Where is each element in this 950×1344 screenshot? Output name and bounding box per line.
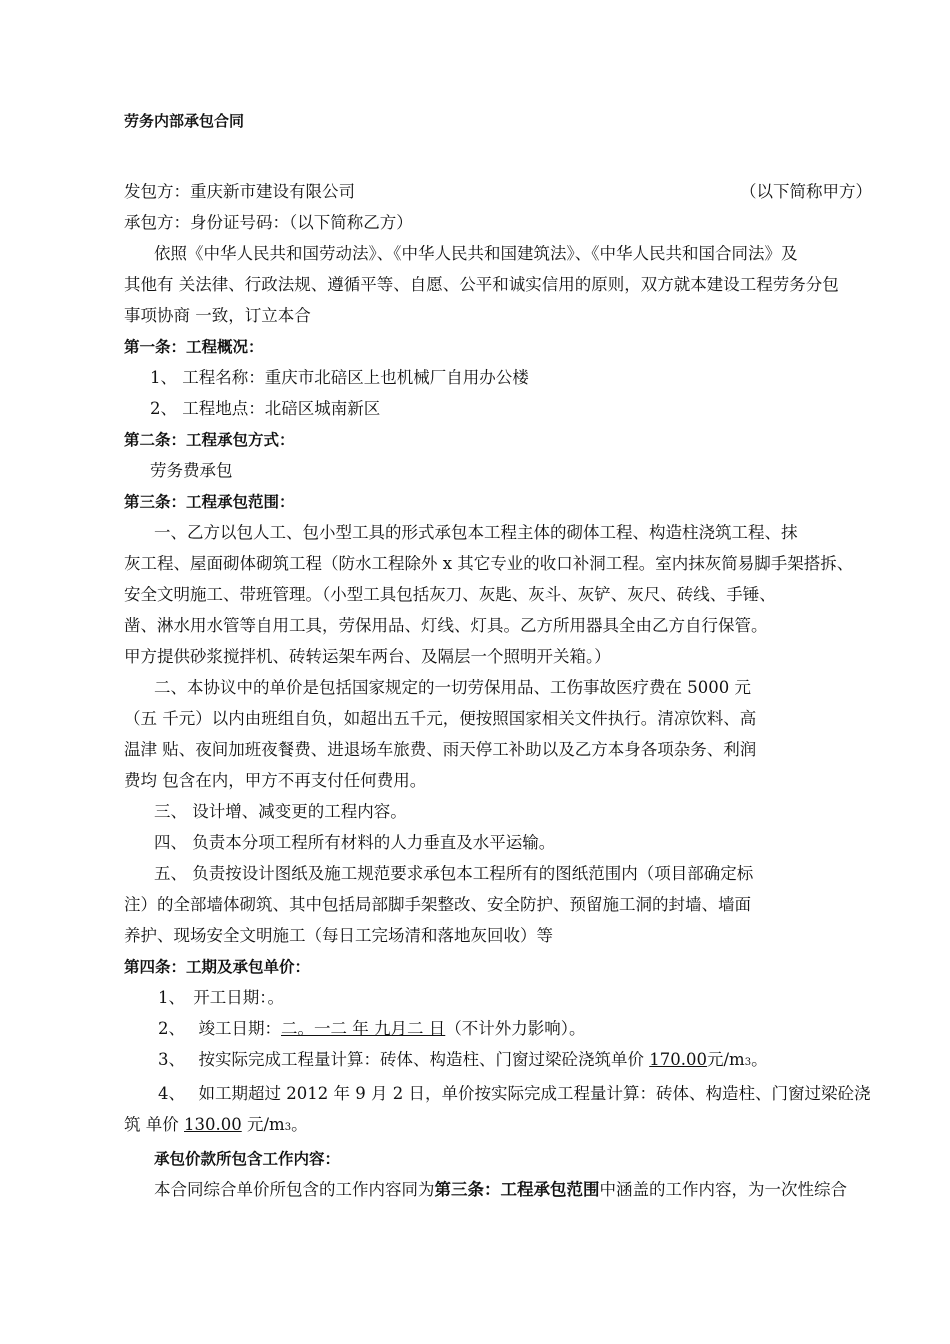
article-4-item: 1、 开工日期：。: [158, 988, 284, 1007]
article-3-line: 五、 负责按设计图纸及施工规范要求承包本工程所有的图纸范围内（项目部确定标: [154, 864, 754, 883]
article-3-line: 养护、现场安全文明施工（每日工完场清和落地灰回收）等: [124, 926, 553, 945]
unit-superscript: 3: [744, 1057, 752, 1068]
scope-reference: 第三条：工程承包范围: [434, 1180, 600, 1199]
scope-heading: 承包价款所包含工作内容：: [154, 1149, 341, 1168]
article-3-line: 费均 包含在内，甲方不再支付任何费用。: [124, 771, 427, 790]
article-4-heading: 第四条：工期及承包单价：: [124, 957, 311, 976]
article-4-item: [124, 1044, 872, 1078]
overdue-price-label: 筑 单价: [124, 1115, 184, 1134]
unit-price-unit: 元/m: [706, 1050, 745, 1069]
overdue-price-unit: 元/m: [241, 1115, 285, 1134]
scope-line: [124, 1174, 872, 1205]
article-3-line: 凿、淋水用水管等自用工具，劳保用品、灯线、灯具。乙方所用器具全由乙方自行保管。: [124, 616, 768, 635]
article-4-item: [124, 1013, 872, 1044]
subcontractor-line: 承包方：身份证号码：（以下简称乙方）: [124, 213, 413, 232]
scope-text: 中涵盖的工作内容，为一次性综合: [599, 1180, 847, 1199]
article-3-line: 甲方提供砂浆搅拌机、砖转运架车两台、及隔层一个照明开关箱。）: [124, 647, 611, 666]
contractor-note: （以下简称甲方）: [740, 182, 872, 201]
document-title: 劳务内部承包合同: [124, 112, 245, 130]
article-3-line: 温津 贴、夜间加班夜餐费、进退场车旅费、雨天停工补助以及乙方本身各项杂务、利润: [124, 740, 757, 759]
article-3-heading: 第三条：工程承包范围：: [124, 492, 295, 511]
article-3-line: 一、乙方以包人工、包小型工具的形式承包本工程主体的砌体工程、构造柱浇筑工程、抹: [154, 523, 798, 542]
completion-note: （不计外力影响）。: [445, 1019, 586, 1038]
unit-price-label: 3、 按实际完成工程量计算：砖体、构造柱、门窗过梁砼浇筑单价: [158, 1050, 650, 1069]
overdue-price-value: 130.00: [184, 1115, 242, 1134]
completion-date: 二。一二 年 九月二 日: [281, 1019, 446, 1038]
unit-price-value: 170.00: [649, 1050, 707, 1069]
preamble-line: 事项协商 一致，订立本合: [124, 306, 311, 325]
article-4-item: 4、 如工期超过 2012 年 9 月 2 日，单价按实际完成工程量计算：砖体、构造柱、门窗过梁砼浇: [158, 1084, 871, 1103]
scope-text: 本合同综合单价所包含的工作内容同为: [154, 1180, 435, 1199]
article-4-item: [124, 1109, 872, 1143]
preamble-line: 其他有 关法律、行政法规、遵循平等、自愿、公平和诚实信用的原则，双方就本建设工程劳务分包: [124, 275, 839, 294]
unit-superscript: 3: [284, 1122, 292, 1133]
article-3-line: 二、本协议中的单价是包括国家规定的一切劳保用品、工伤事故医疗费在 5000 元: [154, 678, 751, 697]
article-2-heading: 第二条：工程承包方式：: [124, 430, 295, 449]
unit-price-end: 。: [751, 1050, 768, 1069]
preamble-line: 依照《中华人民共和国劳动法》、《中华人民共和国建筑法》、《中华人民共和国合同法》及: [154, 244, 798, 263]
article-3-line: 三、 设计增、减变更的工程内容。: [154, 802, 407, 821]
completion-label: 2、 竣工日期：: [158, 1019, 281, 1038]
article-3-line: 灰工程、屋面砌体砌筑工程（防水工程除外 x 其它专业的收口补洞工程。室内抹灰简易脚手架搭拆、: [124, 554, 854, 573]
contractor-label: 发包方：重庆新市建设有限公司: [124, 182, 355, 201]
document-body: [124, 176, 872, 1205]
article-3-line: 安全文明施工、带班管理。（小型工具包括灰刀、灰匙、灰斗、灰铲、灰尺、砖线、手锤、: [124, 585, 776, 604]
article-3-line: 注）的全部墙体砌筑、其中包括局部脚手架整改、安全防护、预留施工洞的封墙、墙面: [124, 895, 751, 914]
article-3-line: 四、 负责本分项工程所有材料的人力垂直及水平运输。: [154, 833, 556, 852]
overdue-price-end: 。: [291, 1115, 308, 1134]
article-1-item: 2、 工程地点：北碚区城南新区: [150, 399, 381, 418]
article-1-heading: 第一条：工程概况：: [124, 337, 264, 356]
article-1-item: 1、 工程名称：重庆市北碚区上也机械厂自用办公楼: [150, 368, 529, 387]
article-3-line: （五 千元）以内由班组自负，如超出五千元，便按照国家相关文件执行。清凉饮料、高: [124, 709, 757, 728]
article-2-text: 劳务费承包: [150, 461, 233, 480]
contractor-line: [124, 176, 872, 207]
